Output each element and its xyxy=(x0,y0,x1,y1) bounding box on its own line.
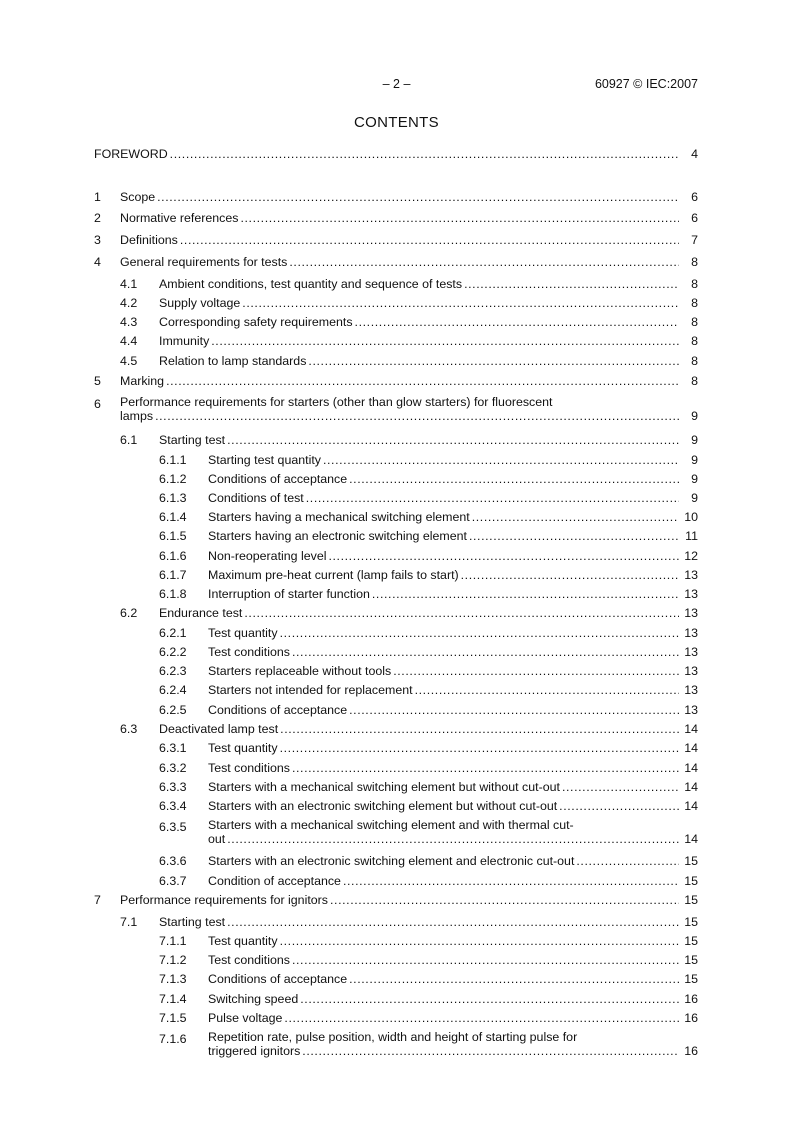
toc-entry-6-3-6[interactable] xyxy=(0,852,793,870)
toc-number: 6.2.3 xyxy=(159,664,187,678)
page-title: CONTENTS xyxy=(354,114,439,131)
toc-label: Test conditions xyxy=(208,761,290,775)
toc-entry-5[interactable] xyxy=(0,372,793,390)
toc-page: 13 xyxy=(684,606,698,620)
toc-entry-6-3-2[interactable] xyxy=(0,759,793,777)
toc-page: 4 xyxy=(691,147,698,161)
toc-label: Starters with a mechanical switching element but without cut-out xyxy=(208,780,560,794)
toc-entry-1[interactable] xyxy=(0,188,793,206)
toc-entry-6-1-4[interactable] xyxy=(0,508,793,526)
toc-number: 6.3.6 xyxy=(159,854,187,868)
toc-number: 4.5 xyxy=(120,354,138,368)
toc-label: Conditions of acceptance xyxy=(208,972,348,986)
toc-entry-6-2[interactable] xyxy=(0,604,793,622)
toc-entry-6-3[interactable] xyxy=(0,720,793,738)
toc-number: 4.4 xyxy=(120,334,138,348)
toc-entry-7-1-5[interactable] xyxy=(0,1009,793,1027)
toc-number: 6.1.4 xyxy=(159,510,187,524)
toc-label: Scope xyxy=(120,190,156,204)
toc-number: 7.1.1 xyxy=(159,934,187,948)
toc-label: Starters with an electronic switching element but without cut-out xyxy=(208,799,558,813)
toc-number: 6.2 xyxy=(120,606,138,620)
toc-number: 4.2 xyxy=(120,296,138,310)
toc-label: Supply voltage xyxy=(159,296,241,310)
page-number: – 2 – xyxy=(382,77,411,91)
toc-page: 8 xyxy=(691,354,698,368)
toc-number: 6.3.7 xyxy=(159,874,187,888)
toc-number: 2 xyxy=(94,211,101,225)
toc-page: 8 xyxy=(691,296,698,310)
toc-page: 15 xyxy=(684,893,698,907)
toc-entry-7-1-4[interactable] xyxy=(0,990,793,1008)
toc-label: Starters having an electronic switching element xyxy=(208,529,467,543)
toc-page: 12 xyxy=(684,549,698,563)
toc-label: Interruption of starter function xyxy=(208,587,370,601)
toc-number: 6.3.5 xyxy=(159,820,187,834)
toc-label: Deactivated lamp test xyxy=(159,722,279,736)
toc-number: 6.3.1 xyxy=(159,741,187,755)
toc-entry-6-2-4[interactable] xyxy=(0,681,793,699)
toc-label: Starters having a mechanical switching element xyxy=(208,510,470,524)
toc-page: 13 xyxy=(684,568,698,582)
toc-entry-6-3-3[interactable] xyxy=(0,778,793,796)
toc-label-line2: out xyxy=(208,832,226,846)
toc-page: 15 xyxy=(684,854,698,868)
toc-label: Definitions xyxy=(120,233,178,247)
toc-page: 9 xyxy=(691,409,698,423)
toc-entry-6-2-1[interactable] xyxy=(0,624,793,642)
toc-label: Starting test quantity xyxy=(208,453,321,467)
toc-entry-6-2-3[interactable] xyxy=(0,662,793,680)
toc-label-line1: Performance requirements for starters (other than glow starters) for fluorescent xyxy=(120,395,553,409)
toc-label: Test quantity xyxy=(208,626,278,640)
toc-page: 9 xyxy=(691,491,698,505)
toc-page: 13 xyxy=(684,664,698,678)
toc-number: 6.1.8 xyxy=(159,587,187,601)
toc-entry-4-5[interactable] xyxy=(0,352,793,370)
toc-number: 6.1.5 xyxy=(159,529,187,543)
toc-label: Test conditions xyxy=(208,953,290,967)
toc-page: 15 xyxy=(684,934,698,948)
toc-entry-6-3-1[interactable] xyxy=(0,739,793,757)
toc-label: Test quantity xyxy=(208,934,278,948)
toc-label: Pulse voltage xyxy=(208,1011,283,1025)
toc-label: Maximum pre-heat current (lamp fails to start) xyxy=(208,568,459,582)
toc-entry-4-4[interactable] xyxy=(0,332,793,350)
toc-number: 6.3.2 xyxy=(159,761,187,775)
toc-number: 6.2.5 xyxy=(159,703,187,717)
toc-page: 13 xyxy=(684,645,698,659)
toc-page: 14 xyxy=(684,832,698,846)
toc-entry-6-1-3[interactable] xyxy=(0,489,793,507)
toc-label: Corresponding safety requirements xyxy=(159,315,353,329)
toc-entry-7-1-2[interactable] xyxy=(0,951,793,969)
toc-number: 6.3.4 xyxy=(159,799,187,813)
toc-entry-2[interactable] xyxy=(0,209,793,227)
toc-entry-6-2-2[interactable] xyxy=(0,643,793,661)
toc-number: 6 xyxy=(94,397,101,411)
toc-label: Starters replaceable without tools xyxy=(208,664,392,678)
toc-page: 6 xyxy=(691,211,698,225)
toc-entry-6-1-2[interactable] xyxy=(0,470,793,488)
toc-page: 14 xyxy=(684,722,698,736)
toc-number: 7.1.2 xyxy=(159,953,187,967)
toc-entry-7[interactable] xyxy=(0,891,793,909)
toc-page: 13 xyxy=(684,703,698,717)
toc-number: 6.2.4 xyxy=(159,683,187,697)
toc-label-line1: Repetition rate, pulse position, width and height of starting pulse for xyxy=(208,1030,578,1044)
toc-entry-7-1-1[interactable] xyxy=(0,932,793,950)
toc-number: 4.3 xyxy=(120,315,138,329)
toc-label-line1: Starters with a mechanical switching element and with thermal cut- xyxy=(208,818,574,832)
toc-entry-4-1[interactable] xyxy=(0,275,793,293)
toc-entry-6-1-5[interactable] xyxy=(0,527,793,545)
toc-page: 9 xyxy=(691,472,698,486)
toc-label: Starters not intended for replacement xyxy=(208,683,413,697)
toc-page: 8 xyxy=(691,255,698,269)
toc-number: 7.1 xyxy=(120,915,138,929)
toc-page: 8 xyxy=(691,374,698,388)
toc-label-line2: lamps xyxy=(120,409,154,423)
toc-entry-4-3[interactable] xyxy=(0,313,793,331)
toc-number: 6.1.3 xyxy=(159,491,187,505)
toc-label: Relation to lamp standards xyxy=(159,354,307,368)
toc-label: Switching speed xyxy=(208,992,299,1006)
toc-entry-6-1-8[interactable] xyxy=(0,585,793,603)
toc-page: 8 xyxy=(691,334,698,348)
toc-label: Conditions of test xyxy=(208,491,304,505)
toc-number: 1 xyxy=(94,190,101,204)
toc-page: 14 xyxy=(684,741,698,755)
toc-entry-7-1[interactable] xyxy=(0,913,793,931)
toc-page: 16 xyxy=(684,1044,698,1058)
toc-entry-6-3-5[interactable] xyxy=(0,818,793,850)
toc-entry-3[interactable] xyxy=(0,231,793,249)
toc-label: Ambient conditions, test quantity and sequence of tests xyxy=(159,277,463,291)
toc-label: Marking xyxy=(120,374,165,388)
toc-number: 7.1.6 xyxy=(159,1032,187,1046)
toc-page: 10 xyxy=(684,510,698,524)
toc-entry-foreword[interactable] xyxy=(0,145,793,163)
toc-label: Normative references xyxy=(120,211,239,225)
toc-entry-7-1-6[interactable] xyxy=(0,1030,793,1062)
toc-entry-7-1-3[interactable] xyxy=(0,970,793,988)
toc-page: 13 xyxy=(684,587,698,601)
toc-entry-6-1[interactable] xyxy=(0,431,793,449)
toc-label: FOREWORD xyxy=(94,147,168,161)
toc-number: 4.1 xyxy=(120,277,138,291)
toc-entry-6-1-1[interactable] xyxy=(0,451,793,469)
toc-number: 5 xyxy=(94,374,101,388)
toc-page: 7 xyxy=(691,233,698,247)
toc-entry-6-2-5[interactable] xyxy=(0,701,793,719)
toc-page: 8 xyxy=(691,277,698,291)
toc-number: 6.2.1 xyxy=(159,626,187,640)
toc-label-line2: triggered ignitors xyxy=(208,1044,301,1058)
toc-page: 15 xyxy=(684,953,698,967)
toc-number: 4 xyxy=(94,255,101,269)
toc-page: 15 xyxy=(684,972,698,986)
toc-number: 7.1.3 xyxy=(159,972,187,986)
toc-page: 16 xyxy=(684,1011,698,1025)
toc-entry-4[interactable] xyxy=(0,253,793,271)
toc-page: 16 xyxy=(684,992,698,1006)
toc-number: 7 xyxy=(94,893,101,907)
toc-page: 11 xyxy=(685,529,698,543)
toc-number: 7.1.5 xyxy=(159,1011,187,1025)
page-header xyxy=(0,77,793,93)
toc-page: 13 xyxy=(684,626,698,640)
toc-number: 6.1.1 xyxy=(159,453,187,467)
toc-number: 6.1.6 xyxy=(159,549,187,563)
toc-number: 6.1 xyxy=(120,433,138,447)
toc-entry-4-2[interactable] xyxy=(0,294,793,312)
toc-page: 13 xyxy=(684,683,698,697)
toc-page: 14 xyxy=(684,799,698,813)
toc-number: 6.3.3 xyxy=(159,780,187,794)
toc-entry-6[interactable] xyxy=(0,395,793,427)
toc-page: 9 xyxy=(691,433,698,447)
toc-page: 14 xyxy=(684,780,698,794)
toc-label: Conditions of acceptance xyxy=(208,472,348,486)
toc-page: 14 xyxy=(684,761,698,775)
toc-entry-6-3-4[interactable] xyxy=(0,797,793,815)
toc-entry-6-1-6[interactable] xyxy=(0,547,793,565)
document-reference: 60927 © IEC:2007 xyxy=(594,77,698,91)
toc-page: 6 xyxy=(691,190,698,204)
toc-page: 15 xyxy=(684,874,698,888)
toc-label: Starting test xyxy=(159,915,226,929)
toc-number: 6.1.2 xyxy=(159,472,187,486)
toc-label: General requirements for tests xyxy=(120,255,288,269)
toc-page: 8 xyxy=(691,315,698,329)
toc-number: 6.1.7 xyxy=(159,568,187,582)
toc-label: Performance requirements for ignitors xyxy=(120,893,328,907)
toc-page: 9 xyxy=(691,453,698,467)
toc-label: Test quantity xyxy=(208,741,278,755)
toc-label: Conditions of acceptance xyxy=(208,703,348,717)
toc-number: 6.2.2 xyxy=(159,645,187,659)
toc-label: Test conditions xyxy=(208,645,290,659)
toc-number: 7.1.4 xyxy=(159,992,187,1006)
toc-number: 6.3 xyxy=(120,722,138,736)
toc-label: Condition of acceptance xyxy=(208,874,341,888)
toc-label: Non-reoperating level xyxy=(208,549,327,563)
toc-number: 3 xyxy=(94,233,101,247)
toc-label: Immunity xyxy=(159,334,210,348)
toc-page: 15 xyxy=(684,915,698,929)
toc-label: Endurance test xyxy=(159,606,243,620)
toc-entry-6-3-7[interactable] xyxy=(0,872,793,890)
toc-label: Starting test xyxy=(159,433,226,447)
toc-entry-6-1-7[interactable] xyxy=(0,566,793,584)
toc-label: Starters with an electronic switching element and electronic cut-out xyxy=(208,854,575,868)
